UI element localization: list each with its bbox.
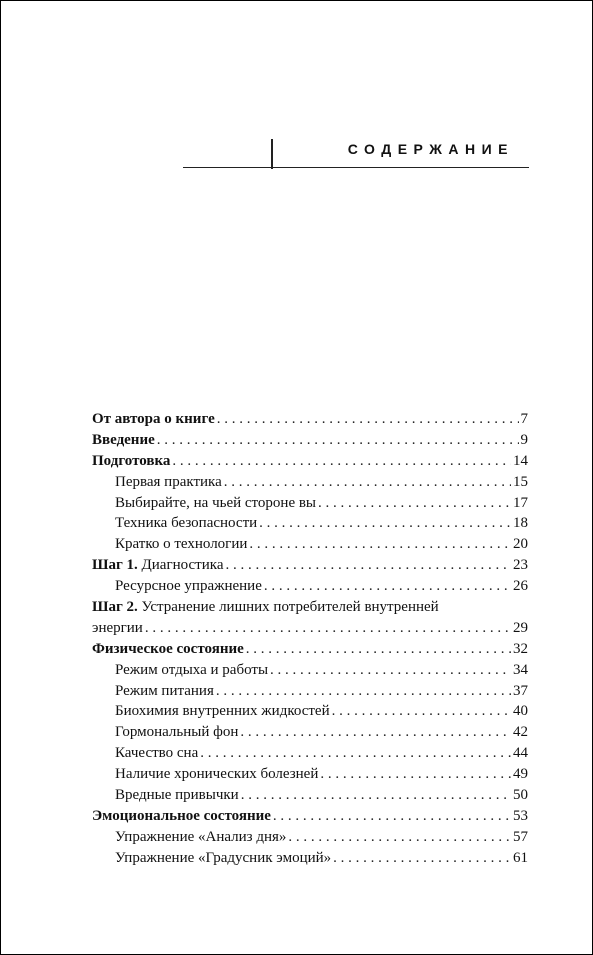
toc-entry-title bbox=[115, 827, 286, 848]
leader-dots bbox=[216, 681, 511, 702]
toc-entry-title bbox=[115, 722, 238, 743]
page-number: 32 bbox=[513, 640, 528, 657]
leader-dots bbox=[240, 722, 511, 743]
contents-heading: СОДЕРЖАНИЕ bbox=[347, 141, 514, 157]
toc-entry-text: Диагностика bbox=[137, 557, 224, 574]
toc-entry-line bbox=[92, 597, 528, 618]
toc-entry-title bbox=[115, 534, 247, 555]
toc-entry-title bbox=[115, 513, 257, 534]
leader-dots bbox=[200, 743, 511, 764]
page-number: 14 bbox=[513, 452, 528, 469]
page-number: 26 bbox=[513, 578, 528, 595]
toc-entry-bold: Эмоциональное состояние bbox=[92, 807, 271, 824]
toc-entry bbox=[92, 618, 528, 639]
toc-entry-text: Наличие хронических болезней bbox=[115, 766, 319, 783]
leader-dots bbox=[288, 827, 511, 848]
leader-dots bbox=[217, 409, 519, 430]
page-number: 49 bbox=[513, 766, 528, 783]
toc-entry-bold: От автора о книге bbox=[92, 411, 215, 427]
toc-entry bbox=[92, 701, 528, 722]
leader-dots bbox=[225, 555, 511, 576]
heading-vertical-rule bbox=[271, 139, 273, 169]
table-of-contents bbox=[92, 409, 528, 869]
toc-entry-title bbox=[115, 764, 318, 785]
leader-dots bbox=[318, 493, 511, 514]
toc-entry bbox=[92, 451, 528, 472]
page-number: 20 bbox=[513, 536, 528, 553]
toc-entry bbox=[92, 743, 528, 764]
toc-entry-text: Вредные привычки bbox=[115, 787, 239, 804]
leader-dots bbox=[249, 534, 511, 555]
toc-entry bbox=[92, 534, 528, 555]
toc-entry bbox=[92, 472, 528, 493]
leader-dots bbox=[241, 785, 511, 806]
page-number: 42 bbox=[513, 724, 528, 741]
leader-dots bbox=[157, 430, 519, 451]
leader-dots bbox=[172, 451, 511, 472]
page-number: 9 bbox=[520, 431, 528, 448]
toc-entry bbox=[92, 827, 528, 848]
toc-entry-text: Гормональный фон bbox=[115, 724, 239, 741]
heading-horizontal-rule bbox=[183, 167, 529, 168]
toc-entry-title bbox=[92, 451, 170, 472]
page-number: 40 bbox=[513, 703, 528, 720]
toc-entry-title bbox=[115, 701, 330, 722]
toc-entry-bold: Физическое состояние bbox=[92, 640, 244, 657]
toc-entry-title bbox=[115, 848, 331, 869]
toc-entry-title bbox=[115, 785, 239, 806]
toc-entry-text: Выбирайте, на чьей стороне вы bbox=[115, 494, 317, 511]
toc-entry bbox=[92, 576, 528, 597]
toc-entry bbox=[92, 430, 528, 451]
leader-dots bbox=[259, 513, 511, 534]
toc-entry bbox=[92, 493, 528, 514]
toc-entry bbox=[92, 513, 528, 534]
toc-entry-bold: Шаг 1. bbox=[92, 557, 138, 574]
page-number: 15 bbox=[513, 473, 528, 490]
toc-entry-text: Режим отдыха и работы bbox=[115, 661, 269, 678]
toc-entry bbox=[92, 785, 528, 806]
page-number: 44 bbox=[513, 745, 528, 762]
toc-entry-title bbox=[92, 409, 215, 430]
toc-entry-title bbox=[92, 430, 155, 451]
toc-entry-title-cont: энергии bbox=[92, 619, 143, 636]
toc-entry bbox=[92, 660, 528, 681]
toc-entry bbox=[92, 722, 528, 743]
leader-dots bbox=[145, 618, 511, 639]
toc-entry-text: Ресурсное упражнение bbox=[115, 578, 262, 595]
toc-entry bbox=[92, 764, 528, 785]
page-number: 34 bbox=[513, 661, 528, 678]
toc-entry-text: Техника безопасности bbox=[115, 515, 258, 532]
toc-entry-title bbox=[92, 806, 271, 827]
toc-entry-title bbox=[115, 743, 198, 764]
toc-entry bbox=[92, 409, 528, 430]
leader-dots bbox=[224, 472, 511, 493]
toc-entry bbox=[92, 806, 528, 827]
page-number: 50 bbox=[513, 787, 528, 804]
toc-entry-title: Устранение лишних потребителей внутренней bbox=[137, 599, 439, 616]
page-number: 57 bbox=[513, 828, 528, 845]
page-number: 17 bbox=[513, 494, 528, 511]
leader-dots bbox=[264, 576, 511, 597]
page-number: 7 bbox=[520, 411, 528, 427]
toc-entry-text: Биохимия внутренних жидкостей bbox=[115, 703, 330, 720]
toc-entry-title bbox=[92, 555, 223, 576]
toc-entry-title bbox=[115, 681, 214, 702]
toc-entry-title bbox=[115, 493, 316, 514]
toc-entry bbox=[92, 639, 528, 660]
toc-entry-text: Качество сна bbox=[115, 745, 199, 762]
toc-entry bbox=[92, 848, 528, 869]
leader-dots bbox=[320, 764, 511, 785]
page-number: 37 bbox=[513, 682, 528, 699]
page-number: 29 bbox=[513, 619, 528, 636]
toc-entry-title bbox=[115, 660, 268, 681]
toc-entry-text: Кратко о технологии bbox=[115, 536, 248, 553]
page-number: 61 bbox=[513, 849, 528, 866]
leader-dots bbox=[273, 806, 511, 827]
toc-entry-title bbox=[115, 472, 222, 493]
toc-entry bbox=[92, 555, 528, 576]
toc-entry-text: Первая практика bbox=[115, 473, 222, 490]
toc-entry-title bbox=[92, 639, 244, 660]
toc-entry-title bbox=[115, 576, 262, 597]
leader-dots bbox=[333, 848, 511, 869]
toc-entry-bold: Введение bbox=[92, 431, 155, 448]
leader-dots bbox=[270, 660, 511, 681]
toc-entry-bold: Шаг 2. bbox=[92, 599, 138, 616]
toc-entry-text: Упражнение «Градусник эмоций» bbox=[115, 849, 332, 866]
leader-dots bbox=[332, 701, 511, 722]
toc-entry-text: Упражнение «Анализ дня» bbox=[115, 828, 287, 845]
page-number: 53 bbox=[513, 807, 528, 824]
toc-entry-bold: Подготовка bbox=[92, 452, 171, 469]
toc-entry bbox=[92, 681, 528, 702]
leader-dots bbox=[246, 639, 511, 660]
page-number: 18 bbox=[513, 515, 528, 532]
page-number: 23 bbox=[513, 557, 528, 574]
toc-entry-text: Режим питания bbox=[115, 682, 214, 699]
